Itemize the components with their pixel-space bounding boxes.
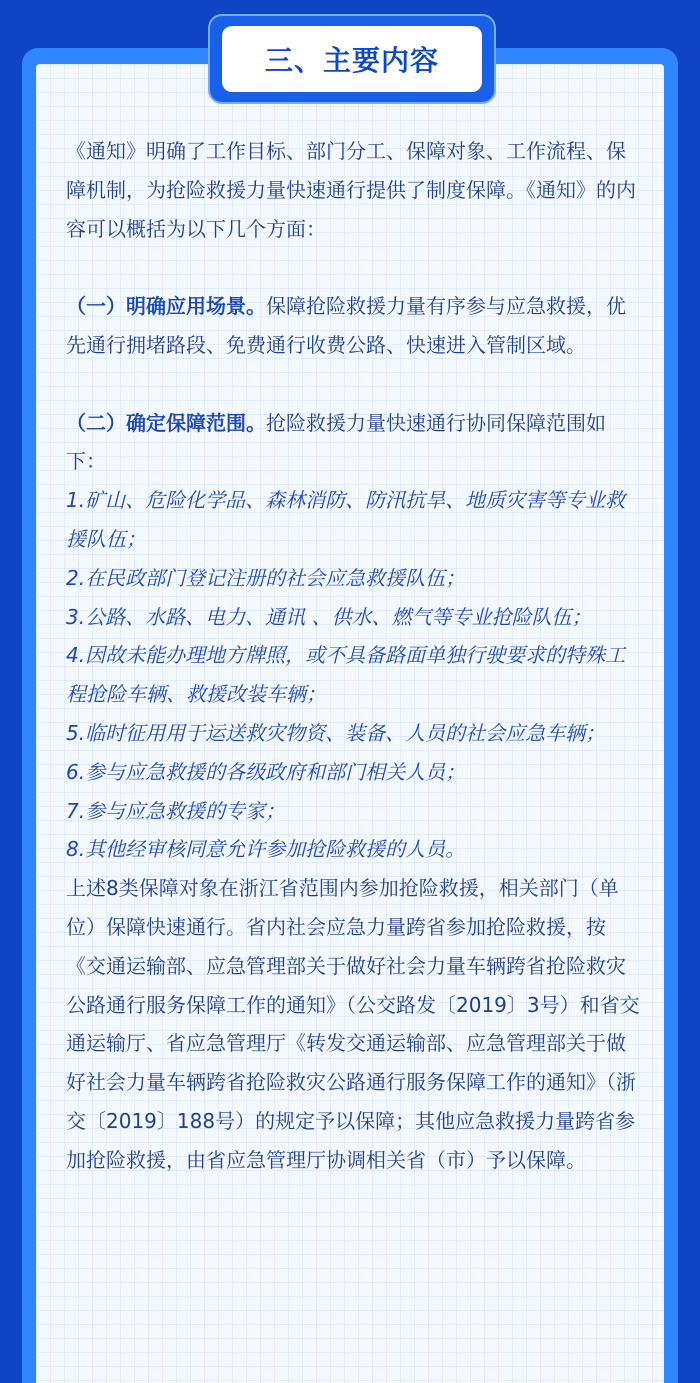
spacer	[66, 248, 642, 287]
section-2-body: 抢险救援力量快速通行协同保障范围如下：	[66, 410, 606, 474]
list-item: 4.因故未能办理地方牌照，或不具备路面单独行驶要求的特殊工程抢险车辆、救援改装车辆；	[66, 643, 626, 707]
title-box	[222, 26, 482, 92]
section-1-heading: （一）明确应用场景。	[66, 294, 266, 319]
intro-paragraph: 《通知》明确了工作目标、部门分工、保障对象、工作流程、保障机制，为抢险救援力量快速通行提供了制度保障。《通知》的内容可以概括为以下几个方面：	[66, 139, 636, 241]
list-item: 5.临时征用用于运送救灾物资、装备、人员的社会应急车辆；	[66, 720, 606, 745]
list-item: 8.其他经审核同意允许参加抢险救援的人员。	[66, 837, 466, 862]
page-title: 三、主要内容	[264, 44, 439, 77]
section-1-paragraph	[66, 287, 642, 365]
article-body	[66, 132, 642, 1180]
list-item: 7.参与应急救援的专家；	[66, 798, 286, 823]
list-item: 2.在民政部门登记注册的社会应急救援队伍；	[66, 565, 466, 590]
closing-paragraph: 上述8类保障对象在浙江省范围内参加抢险救援，相关部门（单位）保障快速通行。省内社会应急力量跨省参加抢险救援，按《交通运输部、应急管理部关于做好社会力量车辆跨省抢险救灾公路通行服务保障工作的通知》（公交路发〔2019〕3号）和省交通运输厅、省应急管理厅《转发交通运输部、应急管理部关于做好社会力量车辆跨省抢险救灾公路通行服务保障工作的通知》（浙交〔2019〕188号）的规定予以保障；其他应急救援力量跨省参加抢险救援，由省应急管理厅协调相关省（市）予以保障。	[66, 876, 640, 1172]
section-1-body: 保障抢险救援力量有序参与应急救援，优先通行拥堵路段、免费通行收费公路、快速进入管制区域。	[66, 294, 626, 357]
list-item: 6.参与应急救援的各级政府和部门相关人员；	[66, 759, 466, 784]
section-2-heading: （二）确定保障范围。	[66, 410, 266, 435]
spacer	[66, 365, 642, 404]
section-2-paragraph	[66, 404, 642, 482]
list-item: 3.公路、水路、电力、通讯 、供水、燃气等专业抢险队伍；	[66, 604, 592, 629]
list-item: 1.矿山、危险化学品、森林消防、防汛抗旱、地质灾害等专业救援队伍；	[66, 488, 626, 551]
